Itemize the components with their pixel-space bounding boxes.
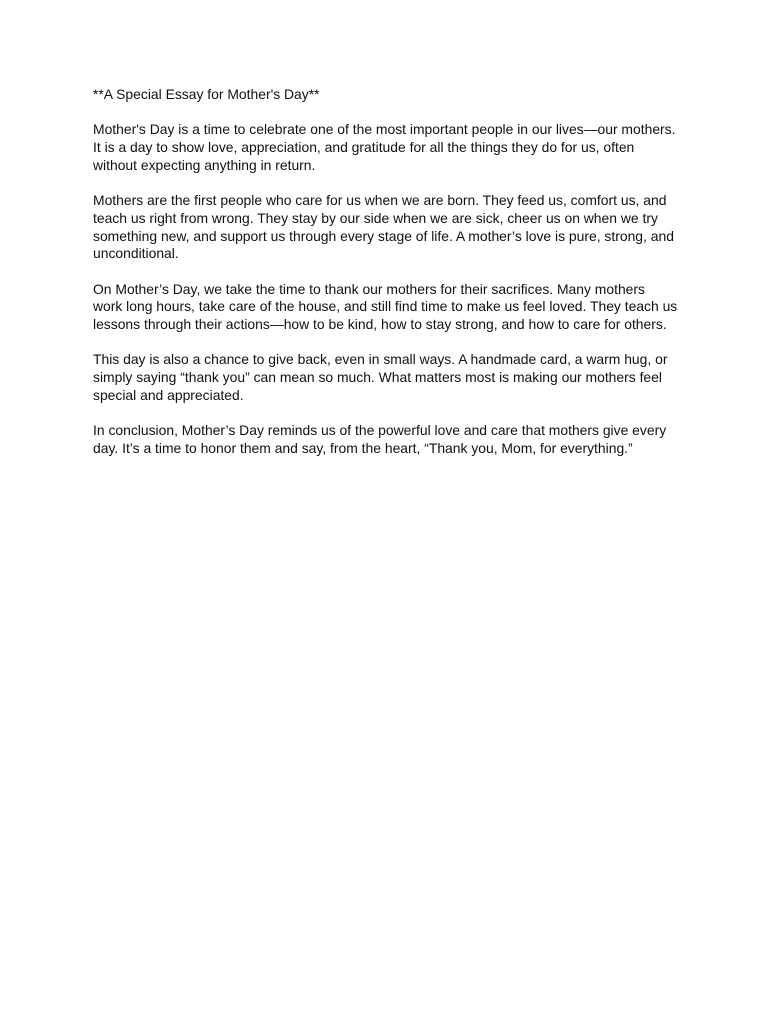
paragraph-introduction: Mother's Day is a time to celebrate one of the most important people in our lives—our mothers. It is a day to show love, appreciation, and gratitude for all the things they do for us, often without expecting anything in return. [93, 121, 676, 173]
paragraph-conclusion: In conclusion, Mother’s Day reminds us of the powerful love and care that mothers give every day. It’s a time to honor them and say, from the heart, “Thank you, Mom, for everything.” [93, 422, 667, 456]
paragraph-care: Mothers are the first people who care for us when we are born. They feed us, comfort us, and teach us right from wrong. They stay by our side when we are sick, cheer us on when we try something new, and support us through every stage of life. A mother’s love is pure, strong, and unconditional. [93, 192, 674, 262]
essay-title: **A Special Essay for Mother's Day** [93, 86, 320, 102]
paragraph-thanks: On Mother’s Day, we take the time to thank our mothers for their sacrifices. Many mothers work long hours, take care of the house, and still find time to make us feel loved. They teach us lessons through their actions—how to be kind, how to stay strong, and how to care for others. [93, 280, 678, 333]
document-body [93, 86, 678, 475]
paragraph-give-back: This day is also a chance to give back, even in small ways. A handmade card, a warm hug, or simply saying “thank you” can mean so much. What matters most is making our mothers feel special and appreciated. [93, 351, 668, 403]
